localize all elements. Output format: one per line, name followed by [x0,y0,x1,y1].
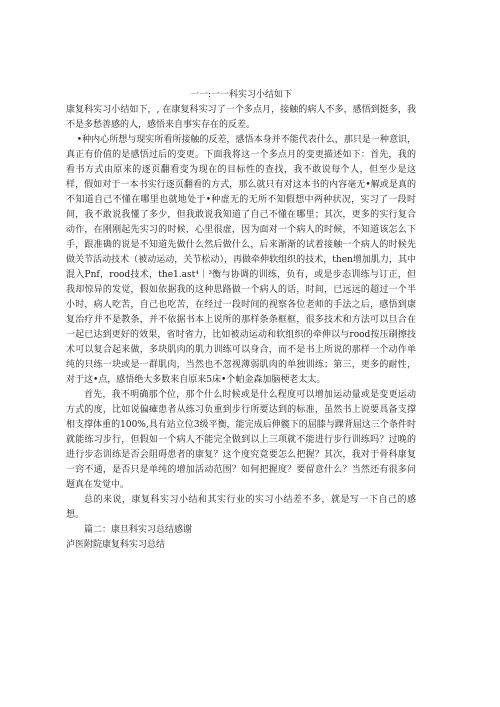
paragraph-intro: 康复科实习小结如下，, 在康复科实习了一个多点月，接触的病人不多，感悟到挺多，我不是多愁善感的人，感悟来自事实存在的反差。 [66,105,416,130]
paragraph-reflection: •种内心所想与现实所看所接触的反差，感悟本身并不能代表什么，那只是一种意识，真正有价值的是感悟过后的变更。下面我将这一个多点月的变更描述如下：首先，我的看书方式由原来的逐页翻看变为现在的目标性的查找，我不敢说每个人，但至少是这样，假如对于一本书实行逐页翻看的方式，那么就只有对这本书的内容毫无•解或是真的不知道自己不懂在哪里也就地处于•种虚无的无所不知假想中两种状况，实习了一段时间，我不敢说我懂了多少，但我敢说我知道了自己不懂在哪里；其次，更多的实行复合动作，在刚刚起先实习的时候，心里很虚，因为面对一个病人的时候，不知道该怎么下手，跟准确的说是不知道先做什么然后做什么，后来渐渐的试着接触一个病人的时候先做关节活动技术（被动运动，关节松动），再做牵伸软组织的技术，then增加肌力，其中混入Pnf，rood技术，the1.ast⁴｜³衡与协调的训练，负有，或是步态训练与订正，但我却惊异的发觉，假如依据我的这种思路做一个病人的话，时间，已远远的超过一个半小时，病人吃苦，自己也吃苦，在经过一段时间的视察各位老师的手法之后，感悟到康复治疗并不是教条，并不依据书本上说所的那样条条框框，很多技术和方法可以旦合在一起已达到更好的效果，省时省力，比如被动运动和软组织的牵伸以与rood按压刷擦技术可以复合起来做，多块肌肉的肌力训练可以身合，而不是书上所说的那样一个动作单纯的只练一块或是一群肌肉，当然也不忽视薄弱肌肉的单独训练；第三，更多的耐性，对于这•点，感悟绝大多数来自原来5床•个帕金森加脑梗老太太。 [66,135,416,385]
paragraph-summary: 总的来说，康复科实习小结和其实行业的实习小结差不多，就是写一下自己的感想。 [66,495,416,520]
document-page [66,88,416,553]
document-title: 一一:一一科实习小结如下 [189,90,293,100]
section-subheading: 泸医附院康复科实习总结 [66,540,166,550]
paragraph-questions: 首先，我不明确那个位，那个什么时候或是什么程度可以增加运动量或是变更运动方式的度，比如说偏瘫患者从练习负重到步行所要达到的标准，虽然书上说要具备支撑相支撑体重的100%,具有站立位3级平衡，能完成后伸髋下的屈膝与踝背屈这三个条件时就能练习步行，但假如一个病人不能完全做到以上三项就不能进行步行训练吗？过晚的进行步态训练是否会阻碍患者的康复？这个度究竟要怎么把握？其次，我对于骨科康复一窍不通，是否只是单纯的增加活动范围？如何把握度？要留意什么？当然还有很多问题真在发觉中。 [66,390,416,490]
section-heading: 篇二：康旦科实习总结感谢 [84,525,193,535]
